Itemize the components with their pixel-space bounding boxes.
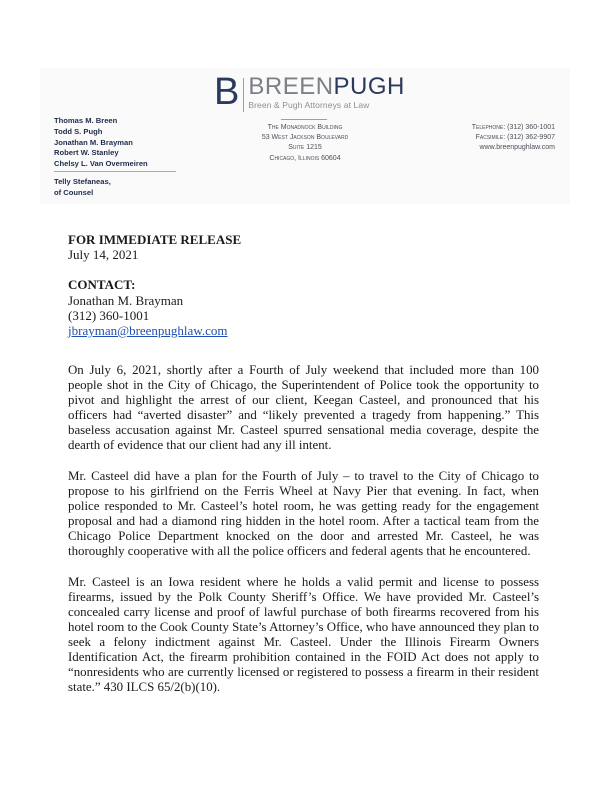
release-date: July 14, 2021 xyxy=(68,247,139,263)
body-paragraph: Mr. Casteel is an Iowa resident where he holds a valid permit and license to possess firearms, issued by the Polk County Sheriff’s Office. We have provided Mr. Casteel’s concealed carry license and proof of lawful purchase of both firearms recovered from his hotel room to the Cook County State’s Attorney’s Office, who have announced they plan to seek a felony indictment against Mr. Casteel. Under the Illinois Firearm Owners Identification Act, the firearm prohibition contained in the FOID Act does not apply to “nonresidents who are currently licensed or registered to possess a firearm in their resident state.” 430 ILCS 65/2(b)(10). xyxy=(68,574,539,695)
address-line: 53 West Jackson Boulevard xyxy=(261,134,349,142)
body-paragraph: On July 6, 2021, shortly after a Fourth of July weekend that included more than 100 people shot in the City of Chicago, the Superintendent of Police took the opportunity to pivot and highlight the arrest of our client, Keegan Casteel, and pronounced that his officers had “averted disaster” and “likely prevented a tragedy from happening.” This baseless accusation against Mr. Casteel spurred sensational media coverage, despite the dearth of evidence that our client had any ill intent. xyxy=(68,363,539,453)
facsimile-line xyxy=(445,133,555,143)
telephone-number: (312) 360-1001 xyxy=(507,124,555,131)
logo-b-mark-icon: B xyxy=(214,71,240,113)
address-line: Suite 1215 xyxy=(288,144,322,152)
website: www.breenpughlaw.com xyxy=(479,144,555,152)
address-line: Chicago, Illinois 60604 xyxy=(269,154,341,162)
telephone-label: Telephone: xyxy=(471,124,506,131)
logo-name-pugh: PUGH xyxy=(333,73,405,100)
counsel-name: Telly Stefaneas, xyxy=(54,177,111,186)
press-release-body xyxy=(68,363,539,711)
firm-logo xyxy=(214,71,405,114)
logo-separator xyxy=(243,78,244,112)
address-line: The Monadnock Building xyxy=(267,124,343,131)
firm-address xyxy=(240,123,370,164)
release-heading: FOR IMMEDIATE RELEASE xyxy=(68,232,242,247)
contact-name: Jonathan M. Brayman xyxy=(68,292,184,308)
logo-divider xyxy=(281,119,327,120)
contact-heading: CONTACT: xyxy=(68,277,136,293)
partners-divider xyxy=(54,171,176,172)
logo-firm-name xyxy=(248,74,405,100)
contact-email-link[interactable]: jbrayman@breenpughlaw.com xyxy=(68,323,228,339)
telephone-line xyxy=(445,123,555,133)
release-header xyxy=(68,232,241,338)
body-paragraph: Mr. Casteel did have a plan for the Fourth of July – to travel to the City of Chicago to propose to his girlfriend on the Ferris Wheel at Navy Pier that evening. In fact, when police responded to Mr. Casteel’s hotel room, he was getting ready for the engagement proposal and had a diamond ring hidden in the hotel room. After a tactical team from the Chicago Police Department knocked on the door and arrested Mr. Casteel, he was thoroughly cooperative with all the police officers and federal agents that he encountered. xyxy=(68,468,539,559)
of-counsel xyxy=(54,177,111,199)
facsimile-number: (312) 362-9907 xyxy=(507,134,555,142)
partner-name: Robert W. Stanley xyxy=(54,148,119,158)
partner-name: Chelsy L. Van Overmeiren xyxy=(54,159,148,169)
partner-name: Jonathan M. Brayman xyxy=(54,137,133,147)
facsimile-label: Facsimile: xyxy=(475,134,506,142)
partner-list xyxy=(54,116,148,170)
logo-tagline: Breen & Pugh Attorneys at Law xyxy=(248,100,370,110)
contact-phone: (312) 360-1001 xyxy=(68,307,150,323)
counsel-title: of Counsel xyxy=(54,187,94,197)
partner-name: Todd S. Pugh xyxy=(54,126,103,136)
firm-contact xyxy=(445,123,555,154)
logo-text xyxy=(248,74,405,114)
logo-name-breen: BREEN xyxy=(248,73,334,100)
partner-name: Thomas M. Breen xyxy=(54,116,118,125)
